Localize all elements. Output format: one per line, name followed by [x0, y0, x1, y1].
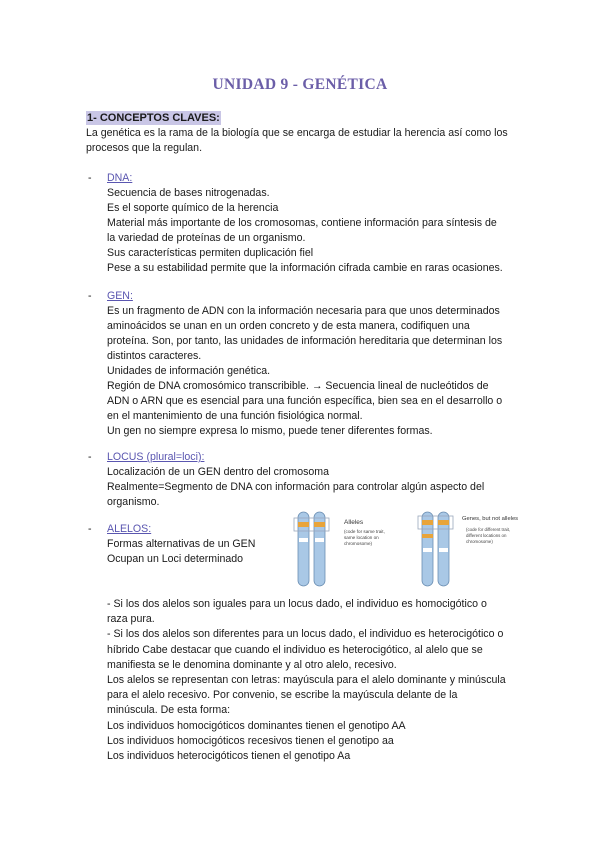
- allele-band: [298, 522, 309, 527]
- alelos-heading: ALELOS:: [107, 523, 152, 535]
- figure-caption-right: chromosome): [466, 539, 493, 544]
- gen-heading: GEN:: [107, 290, 133, 302]
- dna-line: la variedad de proteínas de un organismo.: [107, 232, 306, 244]
- bullet-dash: -: [88, 451, 92, 463]
- section-heading: 1- CONCEPTOS CLAVES:: [87, 112, 220, 124]
- dna-line: Sus características permiten duplicación fiel: [107, 247, 314, 259]
- bullet-dash: -: [88, 172, 92, 184]
- alelos-body: [107, 537, 287, 567]
- explanation-line: raza pura.: [107, 613, 155, 626]
- explanation-line: minúscula. De esta forma:: [107, 704, 231, 717]
- chromosome-pair-left: [294, 512, 329, 586]
- gen-line: proteína. Son, por tanto, las unidades de información hereditaria que determinan los: [107, 335, 503, 347]
- gen-item: [88, 289, 533, 439]
- locus-line: Localización de un GEN dentro del cromosoma: [107, 466, 329, 478]
- dna-line: Pese a su estabilidad permite que la información cifrada cambie en raras ocasiones.: [107, 262, 503, 274]
- explanation-line: Los alelos se representan con letras: mayúscula para el alelo dominante y minúscula: [107, 674, 506, 687]
- locus-line: Realmente=Segmento de DNA con información para controlar algún aspecto del: [107, 481, 485, 493]
- dna-line: Es el soporte químico de la herencia: [107, 202, 279, 214]
- locus-heading: LOCUS (plural=loci):: [107, 451, 205, 463]
- explanation-line: - Si los dos alelos son iguales para un locus dado, el individuo es homocigótico o: [107, 598, 487, 610]
- gen-line: Un gen no siempre expresa lo mismo, puede tener diferentes formas.: [107, 425, 433, 437]
- dna-line: Material más importante de los cromosomas, contiene información para síntesis de: [107, 217, 497, 229]
- figure-caption-left: (code for same trait,: [344, 529, 385, 534]
- page-title: UNIDAD 9 - GENÉTICA: [212, 76, 388, 93]
- locus-body: [107, 465, 533, 510]
- alelos-item: [88, 522, 278, 570]
- chromosome-pair-right: [418, 512, 453, 586]
- alelos-line: Formas alternativas de un GEN: [107, 538, 256, 550]
- explanation-line: Los individuos homocigóticos recesivos tienen el genotipo aa: [107, 734, 394, 747]
- locus-item: [88, 450, 533, 512]
- bullet-dash: -: [88, 523, 92, 535]
- explanation-line: Los individuos heterocigóticos tienen el genotipo Aa: [107, 750, 351, 763]
- gen-line: en el mantenimiento de una función fisiológica normal.: [107, 410, 363, 422]
- gen-line: ADN o ARN que es esencial para una función específica, bien sea en el desarrollo o: [107, 395, 503, 407]
- dna-line: Secuencia de bases nitrogenadas.: [107, 187, 270, 199]
- gene-band: [422, 534, 433, 538]
- dna-heading: DNA:: [107, 172, 133, 184]
- explanation-line: híbrido Cabe destacar que cuando el individuo es heterocigótico, al alelo que se: [107, 643, 483, 656]
- explanation-line: Los individuos homocigóticos dominantes tienen el genotipo AA: [107, 719, 406, 732]
- figure-caption-right: (code for different trait,: [466, 527, 511, 532]
- gen-line: Región de DNA cromosómico transcribible. → Secuencia lineal de nucleótidos de: [107, 380, 489, 392]
- explanation-line: - Si los dos alelos son diferentes para un locus dado, el individuo es heterocigótico o: [107, 628, 504, 641]
- explanation-line: para el alelo recesivo. Por convenio, se escribe la mayúscula delante de la: [107, 689, 458, 702]
- locus-line: organismo.: [107, 496, 160, 508]
- figure-label-genes: Genes, but not alleles: [462, 516, 519, 522]
- intro-paragraph: La genética es la rama de la biología que se encarga de estudiar la herencia así como los procesos que la regulan.: [86, 127, 508, 154]
- figure-caption-left: chromosome): [344, 541, 373, 546]
- figure-caption-right: different locations on: [466, 533, 507, 538]
- gen-line: aminoácidos se unan en un orden concreto y de esta manera, codifiquen una: [107, 320, 470, 332]
- gene-band: [438, 520, 449, 525]
- gene-band: [422, 520, 433, 525]
- bullet-dash: -: [88, 290, 92, 302]
- alleles-explanation: [107, 597, 537, 764]
- alleles-figure: [288, 508, 552, 592]
- figure-caption-left: same location on: [344, 535, 379, 540]
- gen-line: distintos caracteres.: [107, 350, 202, 362]
- gen-line: Es un fragmento de ADN con la información necesaria para que unos determinados: [107, 305, 500, 317]
- alelos-line: Ocupan un Loci determinado: [107, 553, 244, 565]
- dna-item: [88, 171, 533, 274]
- allele-band: [314, 522, 325, 527]
- figure-label-alleles: Alleles: [344, 519, 364, 526]
- explanation-line: manifiesta se le denomina dominante y al otro alelo, recesivo.: [107, 658, 397, 671]
- gen-body: [107, 304, 533, 439]
- dna-body: [107, 186, 533, 276]
- gen-line: Unidades de información genética.: [107, 365, 271, 377]
